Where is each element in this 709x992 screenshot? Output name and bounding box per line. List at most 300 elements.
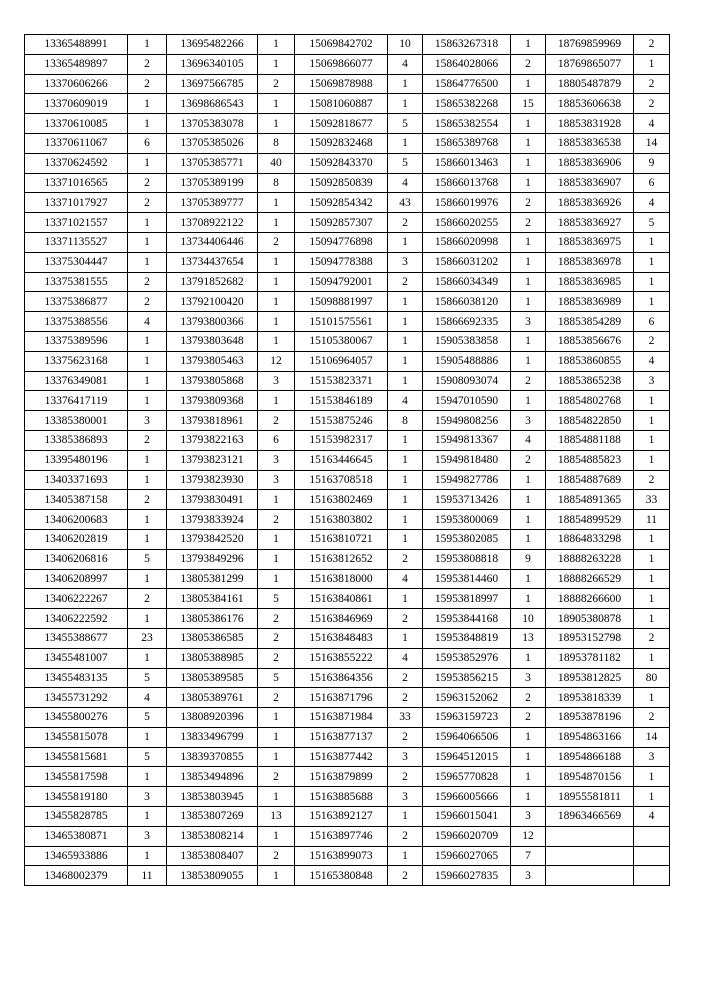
table-row xyxy=(25,114,670,134)
phone-number-cell: 15947010590 xyxy=(423,391,511,411)
count-cell: 3 xyxy=(388,787,423,807)
count-cell: 1 xyxy=(128,529,167,549)
phone-number-cell: 15094778388 xyxy=(295,252,388,272)
count-cell: 5 xyxy=(128,708,167,728)
count-cell: 1 xyxy=(128,609,167,629)
count-cell: 2 xyxy=(258,767,295,787)
phone-number-cell: 13853803945 xyxy=(167,787,258,807)
phone-number-cell: 15163812652 xyxy=(295,549,388,569)
phone-number-cell: 13375623168 xyxy=(25,351,128,371)
phone-number-cell: 13370624592 xyxy=(25,153,128,173)
phone-number-cell: 18963466569 xyxy=(546,807,634,827)
count-cell: 1 xyxy=(511,648,546,668)
count-cell: 2 xyxy=(258,510,295,530)
count-cell: 15 xyxy=(511,94,546,114)
count-cell: 1 xyxy=(511,351,546,371)
count-cell: 1 xyxy=(511,252,546,272)
phone-number-cell: 18853836978 xyxy=(546,252,634,272)
count-cell: 3 xyxy=(511,312,546,332)
count-cell: 1 xyxy=(511,232,546,252)
count-cell: 1 xyxy=(258,727,295,747)
phone-number-cell: 15163899073 xyxy=(295,846,388,866)
phone-number-cell: 13385386893 xyxy=(25,430,128,450)
phone-number-cell: 15163846969 xyxy=(295,609,388,629)
phone-number-cell: 15092843370 xyxy=(295,153,388,173)
count-cell: 1 xyxy=(634,252,670,272)
table-row xyxy=(25,94,670,114)
phone-number-cell: 18854887689 xyxy=(546,470,634,490)
phone-number-cell xyxy=(546,866,634,886)
table-row xyxy=(25,272,670,292)
count-cell: 8 xyxy=(258,133,295,153)
count-cell: 9 xyxy=(511,549,546,569)
count-cell: 1 xyxy=(258,292,295,312)
count-cell: 1 xyxy=(511,391,546,411)
phone-number-cell: 13395480196 xyxy=(25,450,128,470)
phone-number-cell: 15163897746 xyxy=(295,826,388,846)
count-cell: 4 xyxy=(634,807,670,827)
table-row xyxy=(25,767,670,787)
table-row xyxy=(25,826,670,846)
phone-number-cell: 13406200683 xyxy=(25,510,128,530)
count-cell: 2 xyxy=(128,589,167,609)
count-cell: 10 xyxy=(388,35,423,55)
count-cell: 1 xyxy=(128,767,167,787)
count-cell: 3 xyxy=(511,866,546,886)
phone-number-cell: 18854802768 xyxy=(546,391,634,411)
phone-number-cell: 15966015041 xyxy=(423,807,511,827)
count-cell: 1 xyxy=(128,450,167,470)
count-cell: 1 xyxy=(634,430,670,450)
count-cell: 1 xyxy=(388,846,423,866)
count-cell: 1 xyxy=(511,292,546,312)
table-row xyxy=(25,292,670,312)
phone-number-cell: 13376349081 xyxy=(25,371,128,391)
count-cell: 1 xyxy=(634,688,670,708)
phone-number-cell: 15866019976 xyxy=(423,193,511,213)
count-cell: 3 xyxy=(511,807,546,827)
count-cell: 2 xyxy=(388,767,423,787)
phone-number-cell: 13371021557 xyxy=(25,213,128,233)
phone-number-cell: 13365489897 xyxy=(25,54,128,74)
phone-number-cell: 15163855222 xyxy=(295,648,388,668)
table-row xyxy=(25,173,670,193)
table-row xyxy=(25,312,670,332)
table-row xyxy=(25,153,670,173)
phone-number-cell: 18854822850 xyxy=(546,411,634,431)
table-row xyxy=(25,430,670,450)
phone-number-cell: 13734406446 xyxy=(167,232,258,252)
count-cell: 1 xyxy=(634,787,670,807)
phone-number-cell: 13705385026 xyxy=(167,133,258,153)
phone-number-cell: 13808920396 xyxy=(167,708,258,728)
phone-number-cell: 13455817598 xyxy=(25,767,128,787)
count-cell: 1 xyxy=(388,470,423,490)
phone-number-cell: 13705389199 xyxy=(167,173,258,193)
phone-number-cell: 15163877442 xyxy=(295,747,388,767)
phone-number-cell: 18854899529 xyxy=(546,510,634,530)
phone-number-cell: 18953878196 xyxy=(546,708,634,728)
count-cell: 3 xyxy=(258,470,295,490)
count-cell: 1 xyxy=(634,589,670,609)
count-cell: 3 xyxy=(258,371,295,391)
count-cell: 1 xyxy=(511,727,546,747)
phone-number-cell: 15163840861 xyxy=(295,589,388,609)
count-cell: 5 xyxy=(258,668,295,688)
count-cell: 2 xyxy=(388,866,423,886)
count-cell: 1 xyxy=(128,153,167,173)
phone-number-cell: 15163446645 xyxy=(295,450,388,470)
table-row xyxy=(25,589,670,609)
count-cell: 1 xyxy=(258,114,295,134)
table-row xyxy=(25,490,670,510)
count-cell: 1 xyxy=(511,510,546,530)
count-cell: 1 xyxy=(128,470,167,490)
count-cell: 12 xyxy=(511,826,546,846)
phone-number-cell: 13370609019 xyxy=(25,94,128,114)
phone-number-cell: 15163885688 xyxy=(295,787,388,807)
phone-number-cell: 15863267318 xyxy=(423,35,511,55)
count-cell: 14 xyxy=(634,727,670,747)
count-cell: 1 xyxy=(128,94,167,114)
phone-number-cell: 15092832468 xyxy=(295,133,388,153)
count-cell: 1 xyxy=(634,549,670,569)
phone-number-cell: 13793842520 xyxy=(167,529,258,549)
phone-number-cell: 15069878988 xyxy=(295,74,388,94)
phone-number-cell: 13465933886 xyxy=(25,846,128,866)
count-cell: 11 xyxy=(634,510,670,530)
phone-number-cell: 13805381299 xyxy=(167,569,258,589)
phone-number-cell: 18864833298 xyxy=(546,529,634,549)
phone-number-cell: 18888266529 xyxy=(546,569,634,589)
phone-number-cell: 15092857307 xyxy=(295,213,388,233)
phone-number-cell: 18853860855 xyxy=(546,351,634,371)
count-cell: 1 xyxy=(258,826,295,846)
phone-number-cell: 18853606638 xyxy=(546,94,634,114)
count-cell: 1 xyxy=(511,35,546,55)
phone-number-cell: 13793823930 xyxy=(167,470,258,490)
count-cell: 1 xyxy=(258,391,295,411)
count-cell: 4 xyxy=(634,114,670,134)
count-cell: 2 xyxy=(128,173,167,193)
count-cell: 6 xyxy=(634,312,670,332)
table-row xyxy=(25,628,670,648)
phone-number-cell: 13695482266 xyxy=(167,35,258,55)
count-cell: 2 xyxy=(388,688,423,708)
phone-number-cell: 15163871796 xyxy=(295,688,388,708)
phone-number-cell: 15163803802 xyxy=(295,510,388,530)
count-cell: 1 xyxy=(258,193,295,213)
phone-number-cell: 15963152062 xyxy=(423,688,511,708)
phone-number-cell: 18955581811 xyxy=(546,787,634,807)
phone-number-cell: 13370611067 xyxy=(25,133,128,153)
phone-number-cell: 18953781182 xyxy=(546,648,634,668)
count-cell: 23 xyxy=(128,628,167,648)
count-cell: 2 xyxy=(511,371,546,391)
count-cell: 3 xyxy=(511,411,546,431)
count-cell: 2 xyxy=(511,450,546,470)
count-cell: 1 xyxy=(258,490,295,510)
count-cell: 2 xyxy=(128,193,167,213)
table-row xyxy=(25,569,670,589)
phone-number-cell: 15953713426 xyxy=(423,490,511,510)
count-cell: 1 xyxy=(388,133,423,153)
phone-number-cell: 13698686543 xyxy=(167,94,258,114)
phone-number-cell: 15163708518 xyxy=(295,470,388,490)
phone-number-cell: 18805487879 xyxy=(546,74,634,94)
table-row xyxy=(25,351,670,371)
phone-number-cell: 13705383078 xyxy=(167,114,258,134)
phone-number-cell: 13708922122 xyxy=(167,213,258,233)
count-cell: 1 xyxy=(511,787,546,807)
count-cell: 2 xyxy=(388,272,423,292)
count-cell: 1 xyxy=(511,153,546,173)
phone-number-cell: 15953818997 xyxy=(423,589,511,609)
phone-number-cell: 13375389596 xyxy=(25,331,128,351)
phone-number-cell: 18953152798 xyxy=(546,628,634,648)
phone-number-cell: 18954866188 xyxy=(546,747,634,767)
phone-number-cell: 15153875246 xyxy=(295,411,388,431)
phone-number-cell: 13805389761 xyxy=(167,688,258,708)
count-cell: 2 xyxy=(258,232,295,252)
table-body xyxy=(25,35,670,886)
count-cell: 2 xyxy=(258,411,295,431)
count-cell xyxy=(634,846,670,866)
count-cell: 13 xyxy=(511,628,546,648)
count-cell: 2 xyxy=(511,688,546,708)
count-cell: 1 xyxy=(511,569,546,589)
phone-number-cell: 15081060887 xyxy=(295,94,388,114)
phone-number-cell: 13853807269 xyxy=(167,807,258,827)
phone-number-cell: 13805386585 xyxy=(167,628,258,648)
phone-number-cell: 15163810721 xyxy=(295,529,388,549)
phone-number-cell: 18853854289 xyxy=(546,312,634,332)
count-cell: 2 xyxy=(511,193,546,213)
count-cell: 4 xyxy=(388,391,423,411)
count-cell: 4 xyxy=(388,54,423,74)
count-cell: 2 xyxy=(634,94,670,114)
phone-number-cell: 18853836538 xyxy=(546,133,634,153)
count-cell: 1 xyxy=(128,331,167,351)
table-row xyxy=(25,232,670,252)
phone-number-cell: 15949818480 xyxy=(423,450,511,470)
count-cell: 1 xyxy=(388,430,423,450)
count-cell: 1 xyxy=(258,94,295,114)
count-cell: 2 xyxy=(128,490,167,510)
phone-number-cell: 13385380001 xyxy=(25,411,128,431)
count-cell: 5 xyxy=(388,153,423,173)
phone-number-cell: 15163802469 xyxy=(295,490,388,510)
phone-number-cell: 13468002379 xyxy=(25,866,128,886)
count-cell: 9 xyxy=(634,153,670,173)
phone-number-cell: 18853836985 xyxy=(546,272,634,292)
phone-number-cell: 13455731292 xyxy=(25,688,128,708)
phone-number-cell: 13405387158 xyxy=(25,490,128,510)
count-cell: 1 xyxy=(388,510,423,530)
phone-number-cell: 13376417119 xyxy=(25,391,128,411)
phone-number-cell: 13791852682 xyxy=(167,272,258,292)
phone-number-cell: 18953812825 xyxy=(546,668,634,688)
phone-number-cell: 15106964057 xyxy=(295,351,388,371)
phone-number-cell: 13805388985 xyxy=(167,648,258,668)
phone-number-cell: 15908093074 xyxy=(423,371,511,391)
count-cell: 1 xyxy=(634,609,670,629)
phone-number-cell: 15953848819 xyxy=(423,628,511,648)
phone-number-cell: 15966005666 xyxy=(423,787,511,807)
phone-number-cell: 15964512015 xyxy=(423,747,511,767)
count-cell: 8 xyxy=(388,411,423,431)
phone-number-cell: 13370610085 xyxy=(25,114,128,134)
phone-number-cell: 18769859969 xyxy=(546,35,634,55)
phone-number-cell: 15864028066 xyxy=(423,54,511,74)
phone-number-cell: 15866038120 xyxy=(423,292,511,312)
phone-number-cell: 13455819180 xyxy=(25,787,128,807)
phone-number-cell: 15866020255 xyxy=(423,213,511,233)
table-row xyxy=(25,331,670,351)
table-row xyxy=(25,213,670,233)
phone-number-cell: 15153846189 xyxy=(295,391,388,411)
phone-number-cell: 13793822163 xyxy=(167,430,258,450)
phone-number-cell: 15165380848 xyxy=(295,866,388,886)
phone-number-cell: 13455828785 xyxy=(25,807,128,827)
count-cell: 1 xyxy=(388,490,423,510)
count-cell: 40 xyxy=(258,153,295,173)
count-cell: 1 xyxy=(511,74,546,94)
phone-number-cell: 18853831928 xyxy=(546,114,634,134)
count-cell: 2 xyxy=(634,74,670,94)
count-cell: 4 xyxy=(634,193,670,213)
count-cell: 5 xyxy=(128,549,167,569)
count-cell: 2 xyxy=(258,688,295,708)
count-cell: 2 xyxy=(634,628,670,648)
phone-number-cell: 18888263228 xyxy=(546,549,634,569)
count-cell: 2 xyxy=(258,846,295,866)
phone-number-cell: 13375388556 xyxy=(25,312,128,332)
count-cell: 5 xyxy=(128,747,167,767)
count-cell: 1 xyxy=(128,648,167,668)
phone-number-cell: 15953814460 xyxy=(423,569,511,589)
count-cell: 4 xyxy=(634,351,670,371)
count-cell: 3 xyxy=(511,668,546,688)
count-cell: 1 xyxy=(128,727,167,747)
phone-number-cell: 18853836989 xyxy=(546,292,634,312)
count-cell: 1 xyxy=(258,529,295,549)
table-row xyxy=(25,510,670,530)
count-cell: 1 xyxy=(128,35,167,55)
phone-number-cell: 18853836907 xyxy=(546,173,634,193)
phone-number-cell: 15101575561 xyxy=(295,312,388,332)
count-cell: 1 xyxy=(128,114,167,134)
count-cell: 1 xyxy=(388,371,423,391)
phone-number-cell: 15953802085 xyxy=(423,529,511,549)
phone-number-cell: 13406222267 xyxy=(25,589,128,609)
count-cell: 5 xyxy=(258,589,295,609)
phone-number-cell: 15092818677 xyxy=(295,114,388,134)
count-cell: 1 xyxy=(511,747,546,767)
table-row xyxy=(25,549,670,569)
count-cell: 1 xyxy=(258,747,295,767)
count-cell: 2 xyxy=(634,470,670,490)
count-cell: 1 xyxy=(128,569,167,589)
phone-number-cell: 15864776500 xyxy=(423,74,511,94)
count-cell: 1 xyxy=(388,529,423,549)
count-cell: 2 xyxy=(258,648,295,668)
count-cell: 43 xyxy=(388,193,423,213)
count-cell: 6 xyxy=(634,173,670,193)
count-cell: 1 xyxy=(388,351,423,371)
table-row xyxy=(25,747,670,767)
count-cell: 1 xyxy=(511,589,546,609)
phone-number-cell: 18854891365 xyxy=(546,490,634,510)
count-cell: 1 xyxy=(634,232,670,252)
count-cell: 3 xyxy=(634,371,670,391)
count-cell: 1 xyxy=(511,529,546,549)
count-cell: 1 xyxy=(258,312,295,332)
count-cell: 2 xyxy=(388,213,423,233)
phone-number-cell: 13375386877 xyxy=(25,292,128,312)
table-row xyxy=(25,54,670,74)
phone-number-cell: 13793830491 xyxy=(167,490,258,510)
count-cell: 13 xyxy=(258,807,295,827)
count-cell: 3 xyxy=(128,411,167,431)
count-cell: 1 xyxy=(258,35,295,55)
count-cell: 1 xyxy=(511,133,546,153)
phone-number-cell: 18853836927 xyxy=(546,213,634,233)
count-cell: 2 xyxy=(634,35,670,55)
count-cell: 1 xyxy=(388,450,423,470)
phone-number-cell: 15953844168 xyxy=(423,609,511,629)
phone-number-cell: 15953808818 xyxy=(423,549,511,569)
count-cell: 1 xyxy=(634,767,670,787)
table-row xyxy=(25,450,670,470)
phone-number-cell: 15966027835 xyxy=(423,866,511,886)
phone-number-cell: 15094792001 xyxy=(295,272,388,292)
phone-number-cell: 15163848483 xyxy=(295,628,388,648)
phone-number-cell: 13455481007 xyxy=(25,648,128,668)
table-row xyxy=(25,133,670,153)
count-cell: 1 xyxy=(511,490,546,510)
table-row xyxy=(25,727,670,747)
phone-number-cell: 15866013768 xyxy=(423,173,511,193)
count-cell: 8 xyxy=(258,173,295,193)
count-cell: 2 xyxy=(388,549,423,569)
count-cell: 5 xyxy=(634,213,670,233)
phone-number-cell: 13793823121 xyxy=(167,450,258,470)
count-cell: 33 xyxy=(388,708,423,728)
table-row xyxy=(25,787,670,807)
count-cell: 3 xyxy=(634,747,670,767)
count-cell: 1 xyxy=(258,866,295,886)
phone-number-cell: 15153823371 xyxy=(295,371,388,391)
phone-number-cell: 15092854342 xyxy=(295,193,388,213)
phone-number-cell: 15966027065 xyxy=(423,846,511,866)
count-cell: 1 xyxy=(388,74,423,94)
table-row xyxy=(25,391,670,411)
phone-number-cell: 13371135527 xyxy=(25,232,128,252)
phone-number-cell: 15098881997 xyxy=(295,292,388,312)
phone-number-cell: 18854881188 xyxy=(546,430,634,450)
count-cell: 1 xyxy=(258,569,295,589)
count-cell: 2 xyxy=(258,609,295,629)
phone-number-cell: 18853856676 xyxy=(546,331,634,351)
phone-number-cell: 13455800276 xyxy=(25,708,128,728)
count-cell: 1 xyxy=(128,807,167,827)
count-cell: 2 xyxy=(258,74,295,94)
count-cell: 1 xyxy=(128,351,167,371)
phone-number-cell: 13455815078 xyxy=(25,727,128,747)
phone-number-cell: 13406208997 xyxy=(25,569,128,589)
table-row xyxy=(25,371,670,391)
